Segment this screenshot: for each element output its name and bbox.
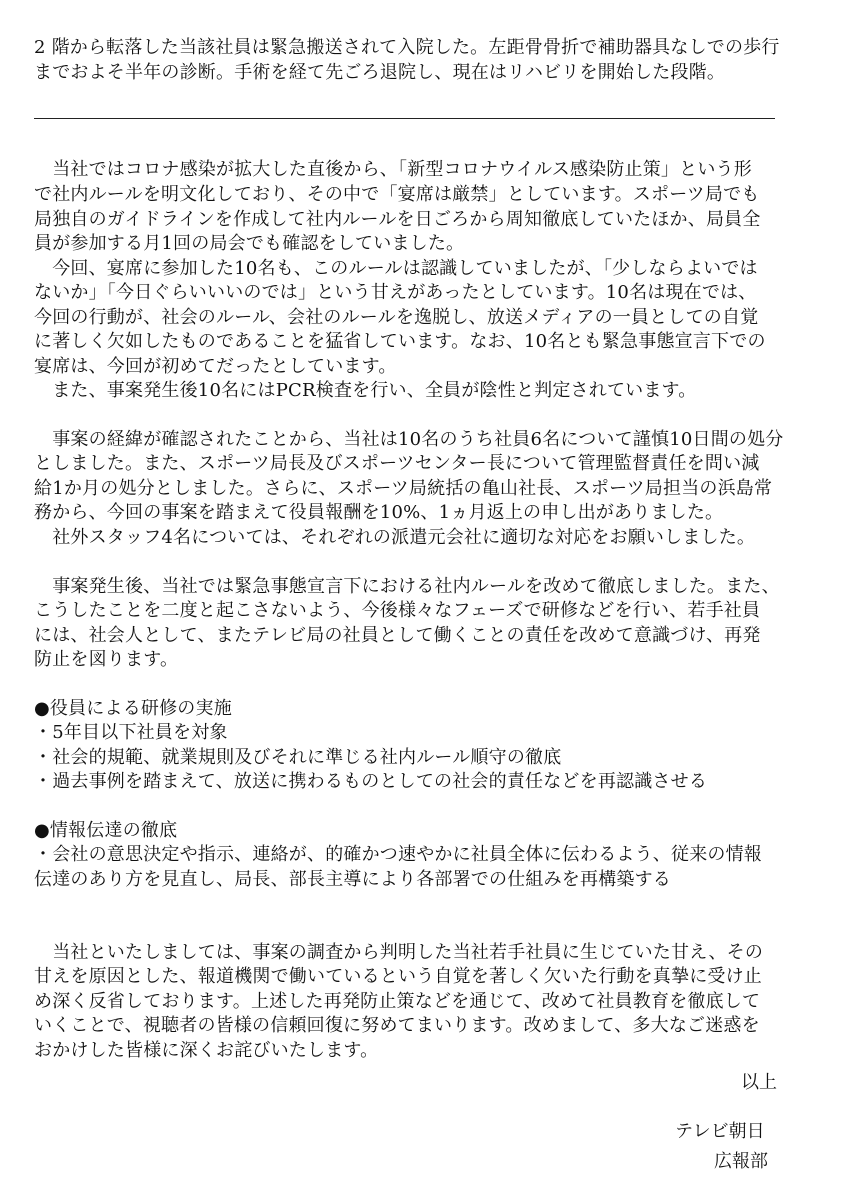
signature-department: 広報部 [714,1151,768,1172]
body-line: 事案発生後、当社では緊急事態宣言下における社内ルールを改めて徹底しました。また、 [34,576,780,597]
body-line: め深く反省しております。上述した再発防止策などを通じて、改めて社員教育を徹底して [34,991,761,1012]
closing-mark: 以上 [741,1072,777,1093]
body-line: 甘えを原因とした、報道機関で働いているという自覚を著しく欠いた行動を真摯に受け止 [34,966,762,987]
body-line: 務から、今回の事案を踏まえて役員報酬を10%、1ヵ月返上の申し出がありました。 [34,502,724,523]
body-line: 防止を図ります。 [34,649,179,670]
signature-company: テレビ朝日 [675,1121,765,1142]
body-line: いくことで、視聴者の皆様の信頼回復に努めてまいります。改めまして、多大なご迷惑を [34,1015,760,1036]
section-heading-training: ●役員による研修の実施 [34,698,232,719]
body-line: 事案の経緯が確認されたことから、当社は10名のうち社員6名について謹慎10日間の処分 [34,429,784,450]
body-line: ないか」「今日ぐらいいいのでは」という甘えがあったとしています。10名は現在では、 [34,282,757,303]
body-line: 今回、宴席に参加した10名も、このルールは認識していましたが、「少しならよいでは [34,258,758,279]
intro-line: 2 階から転落した当該社員は緊急搬送されて入院した。左距骨骨折で補助器具なしでの歩行 [34,37,780,58]
section-divider [34,118,775,119]
body-line: こうしたことを二度と起こさないよう、今後様々なフェーズで研修などを行い、若手社員 [34,600,761,621]
body-line: 局独自のガイドラインを作成して社内ルールを日ごろから周知徹底していたほか、局員全 [34,209,761,230]
body-line: おかけした皆様に深くお詫びいたします。 [34,1040,379,1061]
body-line: 社外スタッフ4名については、それぞれの派遣元会社に適切な対応をお願いしました。 [34,527,756,548]
body-line: としました。また、スポーツ局長及びスポーツセンター長について管理監督責任を問い減 [34,453,760,474]
body-line: 員が参加する月1回の局会でも確認をしていました。 [34,233,465,254]
body-line: 当社といたしましては、事案の調査から判明した当社若手社員に生じていた甘え、その [34,942,764,963]
body-line: 給1か月の処分としました。さらに、スポーツ局統括の亀山社長、スポーツ局担当の浜島常 [34,478,773,499]
body-line: 宴席は、今回が初めてだったとしています。 [34,356,397,377]
list-item: ・5年目以下社員を対象 [34,722,228,743]
body-line: に著しく欠如したものであることを猛省しています。なお、10名とも緊急事態宣言下での [34,331,766,352]
list-item: ・社会的規範、就業規則及びそれに準じる社内ルール順守の徹底 [34,747,562,768]
intro-line: までおよそ半年の診断。手術を経て先ごろ退院し、現在はリハビリを開始した段階。 [34,62,726,83]
body-line: 当社ではコロナ感染が拡大した直後から、「新型コロナウイルス感染防止策」という形 [34,159,752,180]
list-item: 伝達のあり方を見直し、局長、部長主導により各部署での仕組みを再構築する [34,869,671,890]
section-heading-information: ●情報伝達の徹底 [34,820,178,841]
body-line: また、事案発生後10名にはPCR検査を行い、全員が陰性と判定されています。 [34,380,697,401]
body-line: には、社会人として、またテレビ局の社員として働くことの責任を改めて意識づけ、再発 [34,625,761,646]
list-item: ・過去事例を踏まえて、放送に携わるものとしての社会的責任などを再認識させる [34,771,708,792]
list-item: ・会社の意思決定や指示、連絡が、的確かつ速やかに社員全体に伝わるよう、従来の情報 [34,844,762,865]
body-line: 今回の行動が、社会のルール、会社のルールを逸脱し、放送メディアの一員としての自覚 [34,307,759,328]
body-line: で社内ルールを明文化しており、その中で「宴席は厳禁」としています。スポーツ局でも [34,184,760,205]
